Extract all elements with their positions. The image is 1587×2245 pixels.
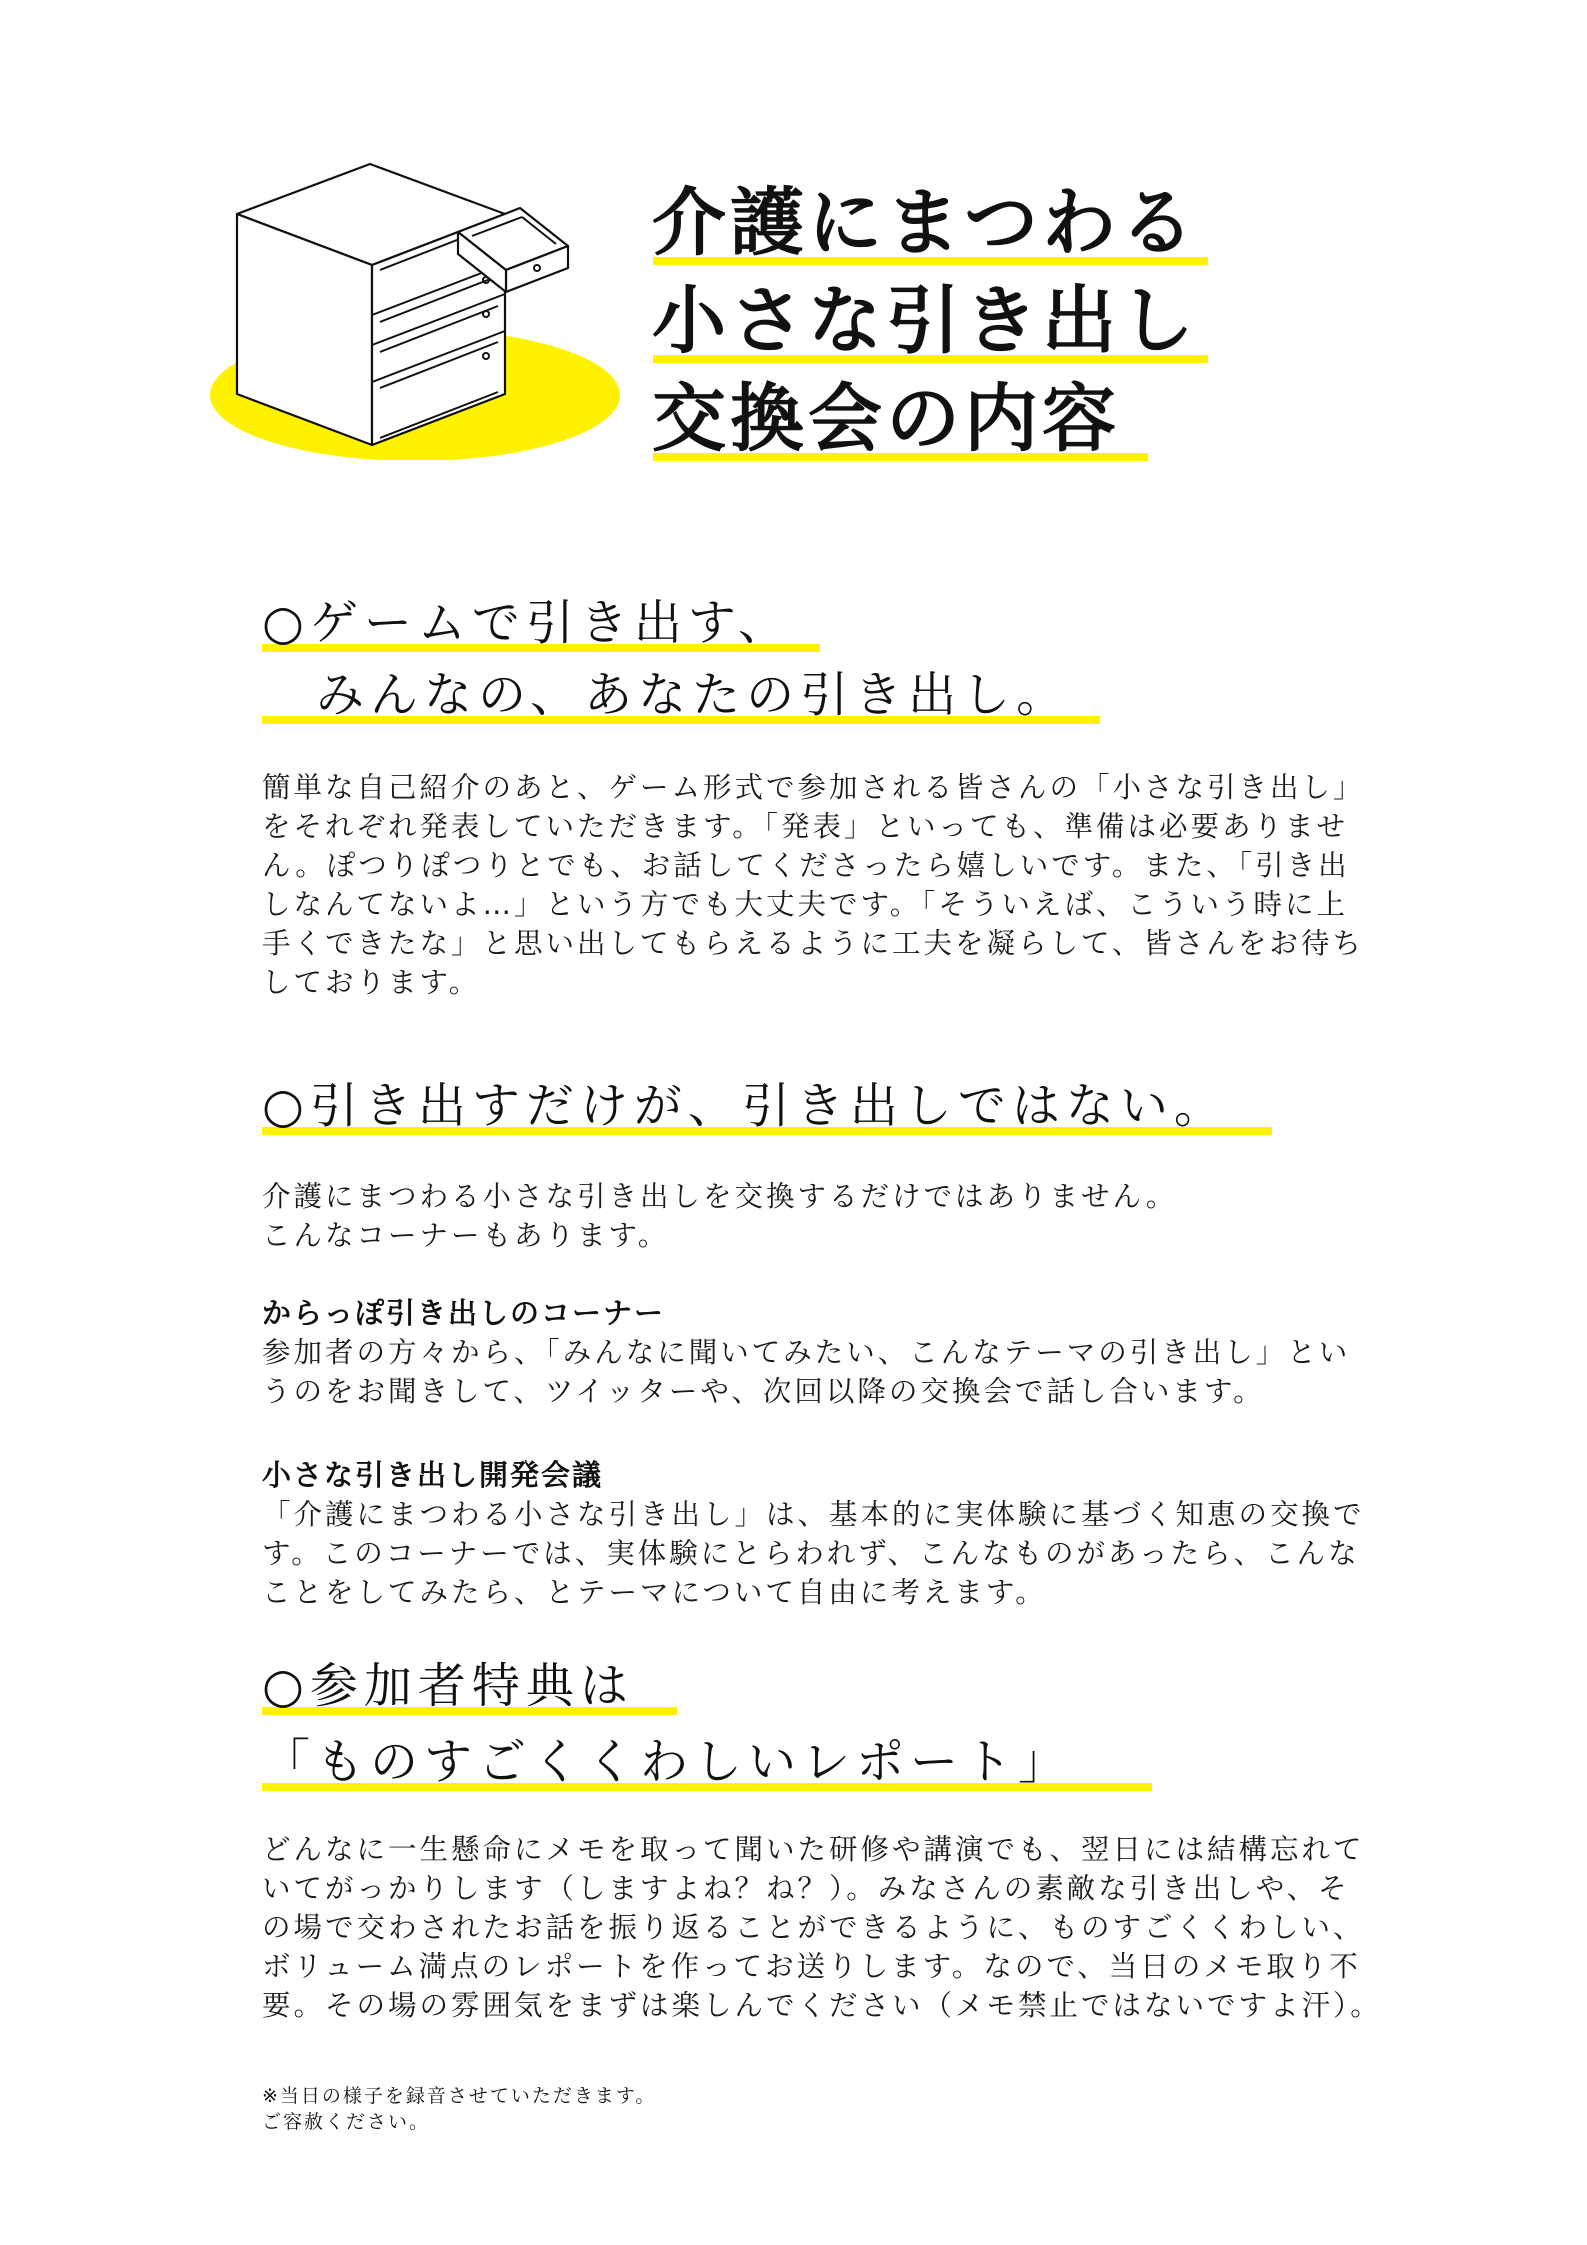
- corner-1-title: からっぽ引き出しのコーナー: [262, 1296, 666, 1330]
- section-1-body: 簡単な自己紹介のあと、ゲーム形式で参加される皆さんの「小さな引き出し」 をそれぞれ発表していただきます。「発表」といっても、準備は必要ありませ ん。ぽつりぽつりとでも、お話してくださったら嬉しいです。また、「引き出 しなんてないよ…」という方でも大丈夫です。「そういえば、こういう時に上 手くできたな」と思い出してもらえるように工夫を凝らして、皆さんをお待ち しております。: [262, 771, 1365, 999]
- corner-2-body: 「介護にまつわる小さな引き出し」は、基本的に実体験に基づく知恵の交換で す。このコーナーでは、実体験にとらわれず、こんなものがあったら、こんな ことをしてみたら、とテーマについて自由に考えます。: [262, 1498, 1365, 1609]
- section-3-heading-line-2: 「ものすごくくわしいレポート」: [262, 1734, 1073, 1790]
- page-title-line-1: 介護にまつわる: [652, 180, 1198, 266]
- section-1-heading-line-1: ○ゲームで引き出す、: [262, 595, 793, 651]
- section-2-body: 介護にまつわる小さな引き出しを交換するだけではありません。 こんなコーナーもあります。: [262, 1180, 1178, 1252]
- section-1-heading-line-2: みんなの、あなたの引き出し。: [262, 667, 1071, 723]
- corner-2-title: 小さな引き出し開発会議: [262, 1458, 604, 1492]
- section-3-body: どんなに一生懸命にメモを取って聞いた研修や講演でも、翌日には結構忘れて いてがっかりします（しますよね？ね？）。みなさんの素敵な引き出しや、そ の場で交わされたお話を振り返ることができるように、ものすごくくわしい、 ボリューム満点のレポートを作ってお送りします。なので、当日のメモ取り不 要。その場の雰囲気をまずは楽しんでください（メモ禁止ではないですよ汗）。: [262, 1833, 1382, 2022]
- section-3-heading-line-1: ○参加者特典は: [262, 1658, 634, 1714]
- footnote: ※当日の様子を録音させていただきます。 ご容赦ください。: [262, 2085, 657, 2133]
- page-title-line-3: 交換会の内容: [652, 376, 1120, 462]
- drawer-cabinet-icon: [200, 150, 640, 460]
- page-title-line-2: 小さな引き出し: [652, 278, 1198, 364]
- corner-1-body: 参加者の方々から、「みんなに聞いてみたい、こんなテーマの引き出し」とい うのをお聞きして、ツイッターや、次回以降の交換会で話し合います。: [262, 1336, 1351, 1408]
- section-2-heading: ○引き出すだけが、引き出しではない。: [262, 1078, 1228, 1134]
